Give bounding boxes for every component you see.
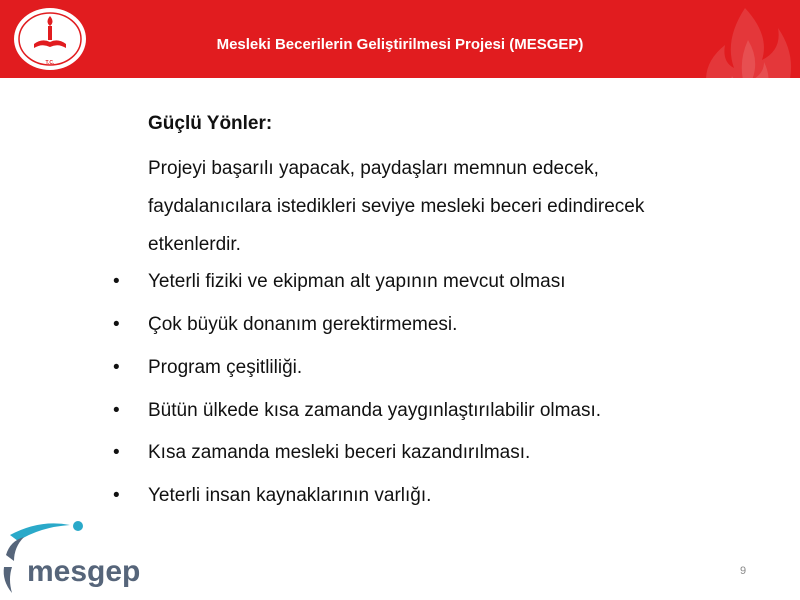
bullet-icon: • [113, 400, 120, 421]
bullet-icon: • [113, 271, 120, 292]
mesgep-logo-text: mesgep [27, 555, 141, 588]
bullet-text: Yeterli fiziki ve ekipman alt yapının mevcut olması [148, 271, 566, 292]
header-title: Mesleki Becerilerin Geliştirilmesi Projesi (MESGEP) [216, 36, 584, 53]
bullet-icon: • [113, 357, 120, 378]
bullet-icon: • [113, 485, 120, 506]
bullet-text: Çok büyük donanım gerektirmemesi. [148, 314, 458, 335]
bullet-text: Kısa zamanda mesleki beceri kazandırılması. [148, 442, 531, 463]
bullet-icon: • [113, 314, 120, 335]
bullet-text: Bütün ülkede kısa zamanda yaygınlaştırılabilir olması. [148, 400, 602, 421]
section-heading: Güçlü Yönler: [148, 113, 273, 134]
page-number: 9 [740, 565, 747, 577]
intro-paragraph: Projeyi başarılı yapacak, paydaşları memnun edecek, faydalanıcılara istedikleri seviye mesleki beceri edindirecek etkenlerdir. [148, 158, 645, 255]
bullet-icon: • [113, 442, 120, 463]
bullet-text: Program çeşitliliği. [148, 357, 303, 378]
bullet-text: Yeterli insan kaynaklarının varlığı. [148, 485, 432, 506]
svg-text:T.C.: T.C. [45, 60, 55, 66]
